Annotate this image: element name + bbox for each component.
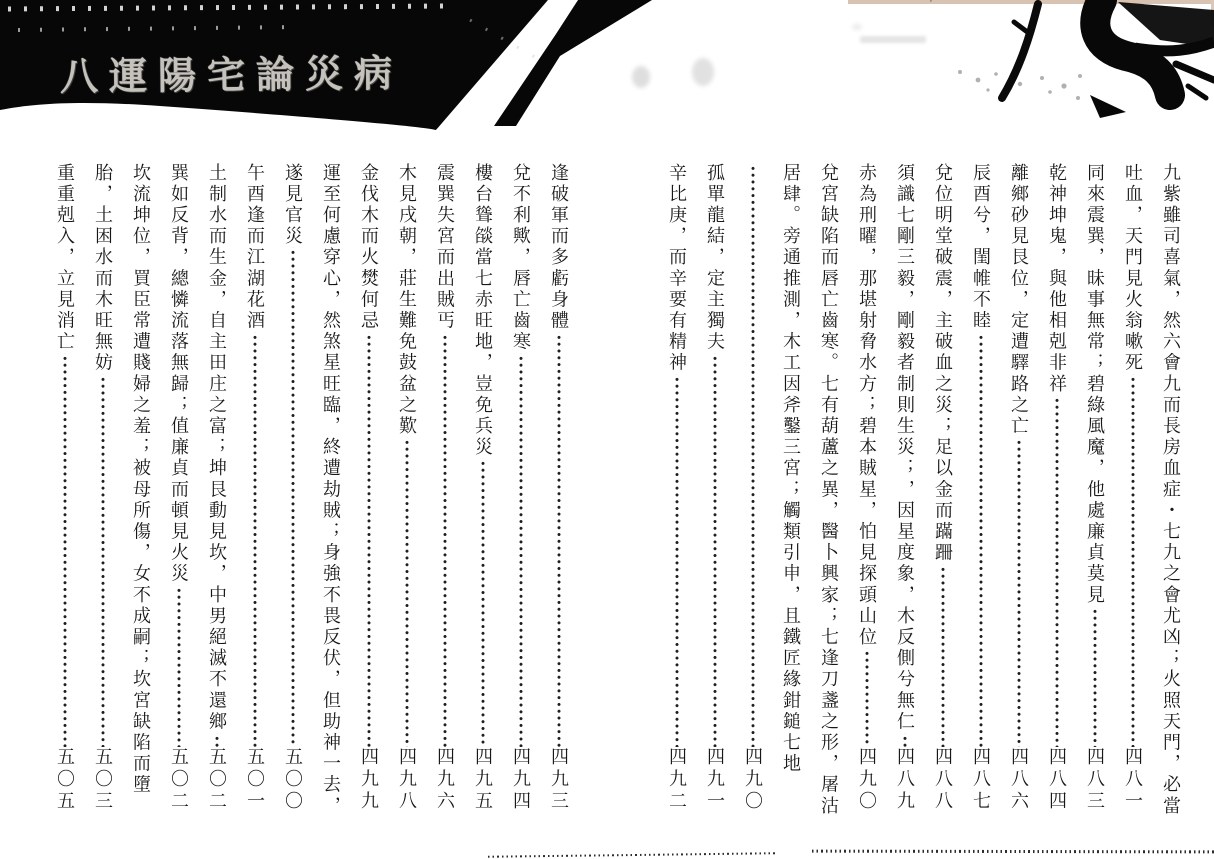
entry-page-number: 四九四 — [511, 747, 531, 813]
dot-leader — [478, 458, 488, 747]
entry-page-number: 五〇三 — [93, 747, 113, 813]
dot-leader — [1014, 437, 1024, 747]
entry-page-number: 四九六 — [435, 747, 455, 813]
toc-entry — [321, 163, 341, 818]
bleedthrough-smudge — [692, 58, 714, 86]
toc-entry — [436, 163, 454, 813]
entry-text: 巽如反背，總憐流落無歸；值廉貞而頓見火災 — [169, 163, 189, 585]
entry-text: 金伐木而火燓何忌 — [359, 163, 379, 332]
toc-page-right — [640, 163, 1181, 818]
entry-page-number: 四九九 — [359, 747, 379, 813]
entry-text: 逢破軍而多虧身體 — [549, 163, 569, 332]
toc-entry — [398, 163, 416, 813]
entry-text: 同來震巽，昧事無常；碧綠風魔，他處廉貞莫見 — [1085, 163, 1105, 607]
dot-leader — [938, 564, 948, 747]
entry-page-number: 四九〇 — [743, 747, 763, 813]
dot-leader — [364, 332, 374, 747]
entry-text: 九紫雖司喜氣，然六會九而長房血症・七九之會尤凶；火照天門，必當 — [1161, 163, 1181, 818]
toc-entry — [1086, 163, 1104, 813]
entry-text: 土制水而生金，自主田庄之富；坤艮動見坎，中男絕滅不還鄉 — [207, 163, 227, 733]
dot-leader — [710, 353, 720, 747]
entry-page-number: 四八八 — [933, 747, 953, 813]
entry-text: 兌宮缺陷而唇亡齒寒。七有葫蘆之異，醫卜興家；七逢刀盞之形，屠沽 — [819, 163, 839, 818]
dot-leader — [1128, 374, 1138, 747]
entry-text: 震巽失宮而出賊丐 — [435, 163, 455, 332]
toc-entry — [94, 163, 112, 813]
toc-entry — [550, 163, 568, 813]
toc-entry — [896, 163, 914, 813]
toc-entry — [284, 163, 302, 813]
bleedthrough-smudge — [852, 24, 862, 30]
entry-page-number: 五〇二 — [169, 747, 189, 813]
toc-entry — [132, 163, 150, 813]
dot-leader — [862, 648, 872, 747]
entry-text: 須識七剛三毅，剛毅者制則生災；，因星度象，木反側兮無仁 — [895, 163, 915, 733]
scan-line-left — [488, 852, 778, 858]
toc-entry — [474, 163, 492, 813]
entry-text: 兌不利歟，唇亡齒寒 — [511, 163, 531, 353]
dot-leader — [1052, 395, 1062, 747]
entry-text: 兌位明堂破震，主破血之災；足以金而蹣跚 — [933, 163, 953, 564]
toc-entry — [512, 163, 530, 813]
entry-page-number: 四八四 — [1047, 747, 1067, 813]
toc-entry — [858, 163, 876, 813]
entry-page-number: 四九三 — [549, 747, 569, 813]
dot-leader — [174, 585, 184, 747]
entry-page-number: 四八六 — [1009, 747, 1029, 813]
toc-entry — [1010, 163, 1028, 813]
dot-leader — [554, 332, 564, 747]
toc-entry — [782, 163, 800, 813]
entry-text: 重重剋入，立見消亡 — [55, 163, 75, 353]
entry-text: 樓台聳燄當七赤旺地，豈免兵災 — [473, 163, 493, 459]
entry-page-number: 五〇〇 — [283, 747, 303, 813]
entry-text: 午酉逢而江湖花酒 — [245, 163, 265, 332]
toc-entry — [56, 163, 74, 813]
plum-branch-icon — [930, 0, 1214, 125]
entry-text: 居肆。旁通推測，木工因斧鑿三宮；觸類引申，且鐵匠緣鉗鎚七地 — [781, 163, 801, 775]
toc-entry — [1161, 163, 1181, 818]
entry-page-number: 四九五 — [473, 747, 493, 813]
entry-page-number: 五〇五 — [55, 747, 75, 813]
entry-text: 吐血，天門見火翁嗽死 — [1123, 163, 1143, 374]
entry-page-number: 四八七 — [971, 747, 991, 813]
toc-entry — [1048, 163, 1066, 813]
dot-leader — [900, 733, 910, 747]
toc-entry — [246, 163, 264, 813]
entry-page-number: 四九〇 — [857, 747, 877, 813]
toc-entry — [1124, 163, 1142, 813]
entry-text: 木見戌朝，莊生難免鼓盆之歎 — [397, 163, 417, 438]
toc-entry — [360, 163, 378, 813]
entry-text: 胎，土困水而木旺無妨 — [93, 163, 113, 374]
entry-text: 辛比庚，而辛要有精神 — [667, 163, 687, 374]
dot-leader — [748, 163, 758, 747]
entry-text: 坎流坤位，買臣常遭賤婦之羞；被母所傷，女不成嗣；坎宮缺陷而墮 — [131, 163, 151, 796]
entry-page-number: 四九一 — [705, 747, 725, 813]
entry-text: 運至何慮穿心，然煞星旺臨，終遭劫賊；身強不畏反伏，但助神一去， — [321, 163, 341, 818]
book-title: 八運陽宅論災病 — [59, 53, 404, 99]
header-ink-banner — [0, 0, 670, 140]
toc-entry — [170, 163, 188, 813]
toc-page-left — [28, 163, 569, 818]
entry-page-number: 四九八 — [397, 747, 417, 813]
entry-text: 辰酉兮，閨帷不睦 — [971, 163, 991, 332]
dot-leader — [976, 332, 986, 747]
scan-line-right — [812, 850, 1214, 854]
dot-leader — [250, 332, 260, 747]
dot-leader — [402, 437, 412, 747]
dot-leader — [288, 247, 298, 747]
entry-text: 遂見官災 — [283, 163, 303, 248]
toc-entry — [668, 163, 686, 813]
dot-leader — [672, 374, 682, 747]
ink-branch-art — [930, 0, 1214, 125]
toc-entry — [934, 163, 952, 813]
entry-page-number: 四八九 — [895, 747, 915, 813]
dot-leader — [98, 374, 108, 747]
entry-page-number: 四九二 — [667, 747, 687, 813]
entry-page-number: 四八三 — [1085, 747, 1105, 813]
bleedthrough-smudge — [860, 36, 926, 43]
toc-entry — [706, 163, 724, 813]
entry-page-number: 四八一 — [1123, 747, 1143, 813]
entry-text: 孤單龍結，定主獨夫 — [705, 163, 725, 353]
dot-leader — [516, 353, 526, 747]
entry-page-number: 五〇二 — [207, 747, 227, 813]
entry-text: 離鄉砂見艮位，定遭驛路之亡 — [1009, 163, 1029, 438]
dot-leader — [1090, 606, 1100, 747]
toc-entry — [744, 163, 762, 813]
entry-page-number: 五〇一 — [245, 747, 265, 813]
dot-leader — [440, 332, 450, 747]
dot-leader — [212, 733, 222, 747]
toc-entry — [972, 163, 990, 813]
toc-entry — [208, 163, 226, 813]
entry-text: 赤為刑曜，那堪射脅水方；碧本賊星，怕見探頭山位 — [857, 163, 877, 649]
entry-text: 乾神坤鬼，與他相剋非祥 — [1047, 163, 1067, 396]
toc-entry — [819, 163, 839, 818]
dot-leader — [60, 353, 70, 747]
bleedthrough-smudge — [632, 66, 650, 88]
